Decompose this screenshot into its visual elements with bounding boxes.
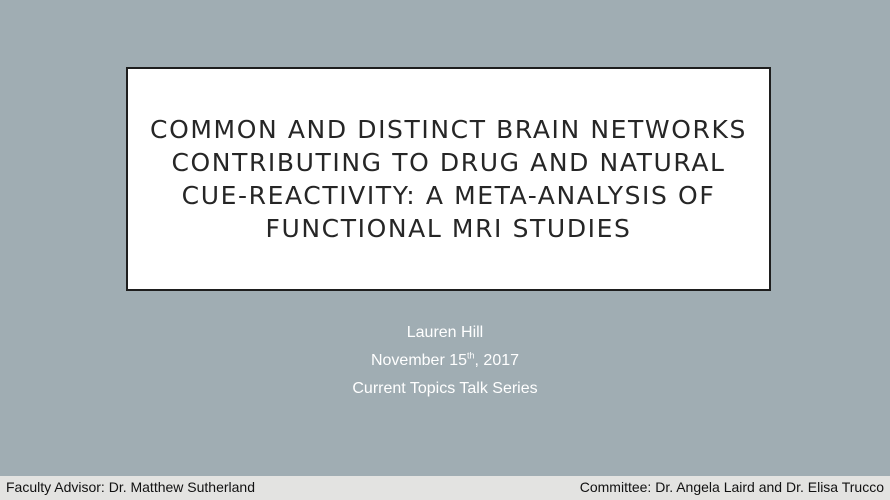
talk-series: Current Topics Talk Series (352, 380, 538, 397)
slide-title: COMMON AND DISTINCT BRAIN NETWORKS CONTRIBUTING TO DRUG AND NATURAL CUE-REACTIVITY: A META-ANALYSIS OF FUNCTIONAL MRI STUDIES (150, 115, 747, 243)
date-prefix: November 15 (370, 352, 468, 369)
committee-members: Committee: Dr. Angela Laird and Dr. Elisa Trucco (579, 479, 884, 495)
subtitle-block (0, 319, 890, 403)
faculty-advisor: Faculty Advisor: Dr. Matthew Sutherland (6, 479, 255, 495)
title-box (126, 67, 771, 291)
date-superscript: th (467, 350, 475, 361)
date-suffix: , 2017 (474, 352, 520, 369)
author-name: Lauren Hill (406, 324, 484, 341)
presentation-date (0, 347, 890, 375)
footer-bar (0, 476, 890, 500)
